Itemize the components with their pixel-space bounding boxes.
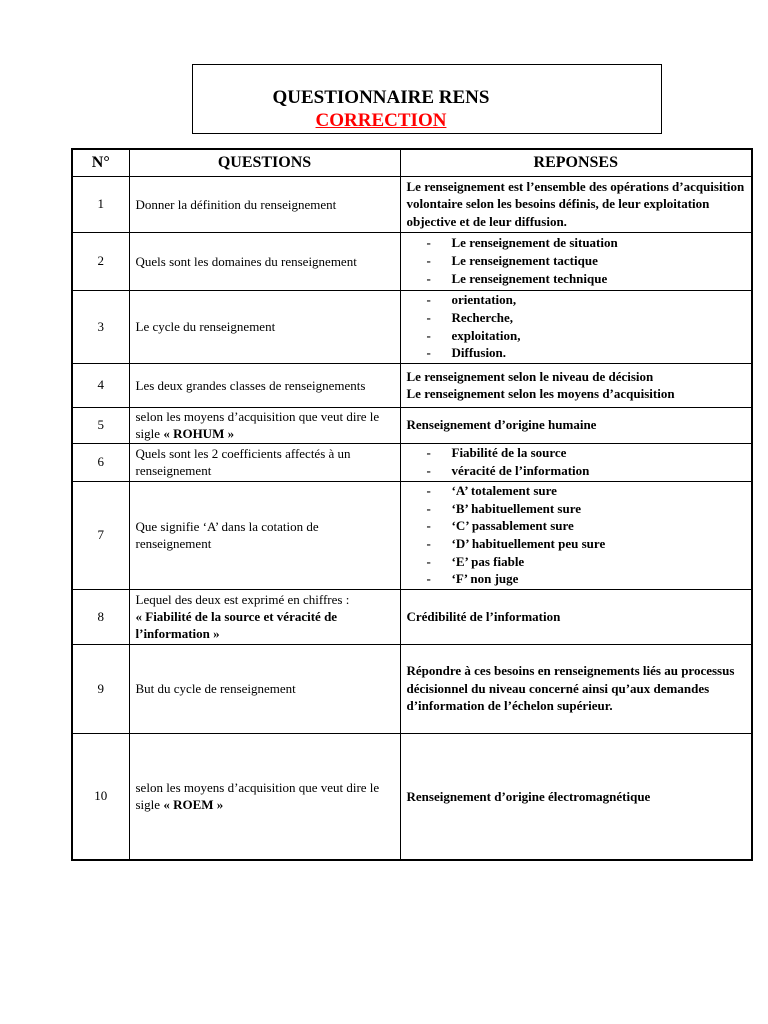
table-header-row bbox=[72, 149, 752, 176]
answer-item: - ‘F’ non juge bbox=[427, 570, 746, 588]
answer-line: Le renseignement selon les moyens d’acquisition bbox=[406, 386, 675, 401]
answer-item: - ‘D’ habituellement peu sure bbox=[427, 535, 746, 553]
row-answer bbox=[400, 443, 752, 481]
answer-item: - Fiabilité de la source bbox=[427, 444, 746, 462]
answer-item: - Recherche, bbox=[427, 309, 746, 327]
row-answer: Crédibilité de l’information bbox=[400, 589, 752, 644]
row-question: Que signifie ‘A’ dans la cotation de renseignement bbox=[129, 481, 400, 589]
question-emphasis: « Fiabilité de la source et véracité de l’information » bbox=[135, 609, 338, 641]
table-row bbox=[72, 589, 752, 644]
question-text: selon les moyens d’acquisition que veut dire le sigle bbox=[135, 780, 380, 813]
answer-item: - Diffusion. bbox=[427, 344, 746, 362]
answer-line: Le renseignement selon le niveau de décision bbox=[406, 368, 654, 384]
row-number: 7 bbox=[72, 481, 129, 589]
answer-list bbox=[407, 482, 746, 588]
table-row bbox=[72, 363, 752, 407]
answer-item: - ‘A’ totalement sure bbox=[427, 482, 746, 500]
row-number: 8 bbox=[72, 589, 129, 644]
row-question: Donner la définition du renseignement bbox=[129, 176, 400, 232]
row-number: 3 bbox=[72, 290, 129, 363]
answer-item: - exploitation, bbox=[427, 327, 746, 345]
answer-item: - ‘B’ habituellement sure bbox=[427, 500, 746, 518]
answer-item: - véracité de l’information bbox=[427, 462, 746, 480]
row-number: 10 bbox=[72, 733, 129, 860]
row-number: 6 bbox=[72, 443, 129, 481]
row-answer: Le renseignement est l’ensemble des opérations d’acquisition volontaire selon les besoins définis, de leur exploitation objective et de leur diffusion. bbox=[400, 176, 752, 232]
row-answer: Répondre à ces besoins en renseignements liés au processus décisionnel du niveau concerné ainsi qu’aux demandes d’information de l’échelon supérieur. bbox=[400, 644, 752, 733]
row-answer bbox=[400, 232, 752, 290]
table-row bbox=[72, 407, 752, 443]
table-row bbox=[72, 443, 752, 481]
table-row bbox=[72, 232, 752, 290]
answer-item: - ‘C’ passablement sure bbox=[427, 517, 746, 535]
question-text: Lequel des deux est exprimé en chiffres : bbox=[135, 592, 350, 607]
row-question bbox=[129, 733, 400, 860]
question-acronym: « ROHUM » bbox=[163, 426, 235, 441]
row-question: But du cycle de renseignement bbox=[129, 644, 400, 733]
answer-item: - Le renseignement de situation bbox=[427, 234, 746, 252]
row-question bbox=[129, 589, 400, 644]
table-row bbox=[72, 481, 752, 589]
title-box bbox=[192, 64, 662, 134]
table-row bbox=[72, 733, 752, 860]
row-question: Quels sont les domaines du renseignement bbox=[129, 232, 400, 290]
row-question: Les deux grandes classes de renseignements bbox=[129, 363, 400, 407]
answer-list bbox=[407, 444, 746, 479]
row-answer: Renseignement d’origine humaine bbox=[400, 407, 752, 443]
row-number: 4 bbox=[72, 363, 129, 407]
row-number: 5 bbox=[72, 407, 129, 443]
row-question: Quels sont les 2 coefficients affectés à un renseignement bbox=[129, 443, 400, 481]
question-text: selon les moyens d’acquisition que veut dire le sigle bbox=[135, 409, 380, 441]
table-row bbox=[72, 644, 752, 733]
row-answer: Renseignement d’origine électromagnétique bbox=[400, 733, 752, 860]
table-row bbox=[72, 290, 752, 363]
row-question bbox=[129, 407, 400, 443]
answer-list bbox=[407, 234, 746, 287]
row-number: 9 bbox=[72, 644, 129, 733]
row-answer bbox=[400, 481, 752, 589]
header-questions: QUESTIONS bbox=[129, 149, 400, 176]
answer-item: - ‘E’ pas fiable bbox=[427, 553, 746, 571]
document-subtitle: CORRECTION bbox=[315, 110, 447, 131]
question-acronym: « ROEM » bbox=[163, 797, 224, 813]
row-number: 2 bbox=[72, 232, 129, 290]
header-num: N° bbox=[72, 149, 129, 176]
answer-item: - orientation, bbox=[427, 291, 746, 309]
answer-list bbox=[407, 291, 746, 362]
row-number: 1 bbox=[72, 176, 129, 232]
row-answer bbox=[400, 290, 752, 363]
document-title: QUESTIONNAIRE RENS bbox=[272, 87, 490, 108]
questionnaire-table bbox=[71, 148, 753, 861]
row-question: Le cycle du renseignement bbox=[129, 290, 400, 363]
row-answer bbox=[400, 363, 752, 407]
table-row bbox=[72, 176, 752, 232]
answer-item: - Le renseignement technique bbox=[427, 270, 746, 288]
answer-item: - Le renseignement tactique bbox=[427, 252, 746, 270]
header-reponses: REPONSES bbox=[400, 149, 752, 176]
